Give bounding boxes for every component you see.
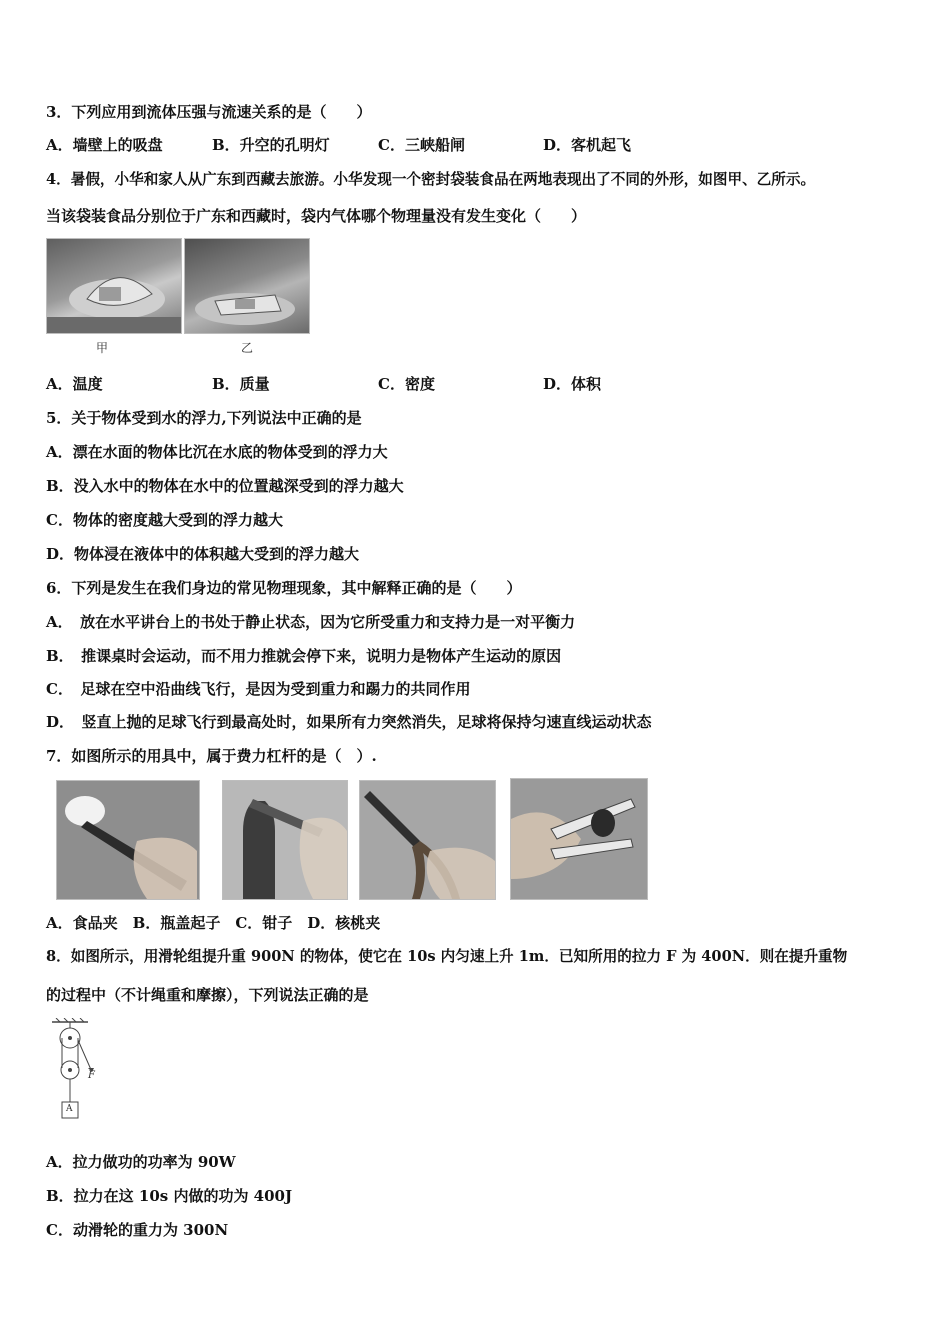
q6-option-d: D． 竖直上抛的足球飞行到最高处时，如果所有力突然消失，足球将保持匀速直线运动状态 [46,713,652,731]
bottle-opener-illustration [223,781,347,899]
food-bag-photo-yi [184,238,310,334]
q4-option-b: B．质量 [212,375,270,393]
q5-option-b: B．没入水中的物体在水中的位置越深受到的浮力越大 [46,477,404,495]
q6-option-c: C． 足球在空中沿曲线飞行，是因为受到重力和踢力的共同作用 [46,680,471,698]
q4-stem-line2: 当该袋装食品分别位于广东和西藏时，袋内气体哪个物理量没有发生变化（ ） [46,207,587,225]
pliers-photo [359,780,496,900]
q5-option-d: D．物体浸在液体中的体积越大受到的浮力越大 [46,545,360,563]
q3-option-d: D．客机起飞 [543,136,632,154]
q4-stem-line1: 4．暑假，小华和家人从广东到西藏去旅游。小华发现一个密封袋装食品在两地表现出了不同的外形，如图甲、乙所示。 [46,171,816,188]
pulley-diagram [48,1018,112,1126]
q3-stem: 3．下列应用到流体压强与流速关系的是（ ） [46,103,372,121]
nutcracker-photo [510,778,648,900]
q6-stem: 6．下列是发生在我们身边的常见物理现象，其中解释正确的是（ ） [46,579,522,597]
caption-yi: 乙 [241,341,254,355]
q5-stem: 5．关于物体受到水的浮力,下列说法中正确的是 [46,409,362,427]
q6-option-b: B． 推课桌时会运动，而不用力推就会停下来，说明力是物体产生运动的原因 [46,647,562,665]
food-bag-jia-illustration [47,239,181,333]
q8-option-b: B．拉力在这 10s 内做的功为 400J [46,1187,293,1205]
food-tongs-illustration [57,781,199,899]
q7-stem: 7．如图所示的用具中，属于费力杠杆的是（ ）. [46,747,377,765]
pulley-system-illustration [48,1018,112,1126]
q8-stem-line1: 8．如图所示，用滑轮组提升重 900N 的物体，使它在 10s 内匀速上升 1m．已知所用的拉力 F 为 400N．则在提升重物 [46,948,848,965]
food-tongs-photo [56,780,200,900]
q3-option-b: B．升空的孔明灯 [212,136,330,154]
q6-option-a: A． 放在水平讲台上的书处于静止状态，因为它所受重力和支持力是一对平衡力 [46,613,576,631]
pliers-illustration [360,781,495,899]
q8-option-c: C．动滑轮的重力为 300N [46,1221,229,1239]
force-label: F [88,1070,95,1081]
q5-option-a: A．漂在水面的物体比沉在水底的物体受到的浮力大 [46,443,388,461]
weight-label: A [66,1104,73,1114]
q8-option-a: A．拉力做功的功率为 90W [46,1153,236,1171]
q7-options: A．食品夹 B．瓶盖起子 C．钳子 D．核桃夹 [46,914,381,932]
food-bag-photo-jia [46,238,182,334]
q4-option-a: A．温度 [46,375,103,393]
food-bag-yi-illustration [185,239,309,333]
q3-option-c: C．三峡船闸 [378,136,465,154]
q3-option-a: A．墙壁上的吸盘 [46,136,163,154]
nutcracker-illustration [511,779,647,899]
q5-option-c: C．物体的密度越大受到的浮力越大 [46,511,283,529]
caption-jia: 甲 [96,341,109,355]
q4-option-d: D．体积 [543,375,602,393]
bottle-opener-photo [222,780,348,900]
q8-stem-line2: 的过程中（不计绳重和摩擦），下列说法正确的是 [46,986,369,1004]
q4-option-c: C．密度 [378,375,435,393]
